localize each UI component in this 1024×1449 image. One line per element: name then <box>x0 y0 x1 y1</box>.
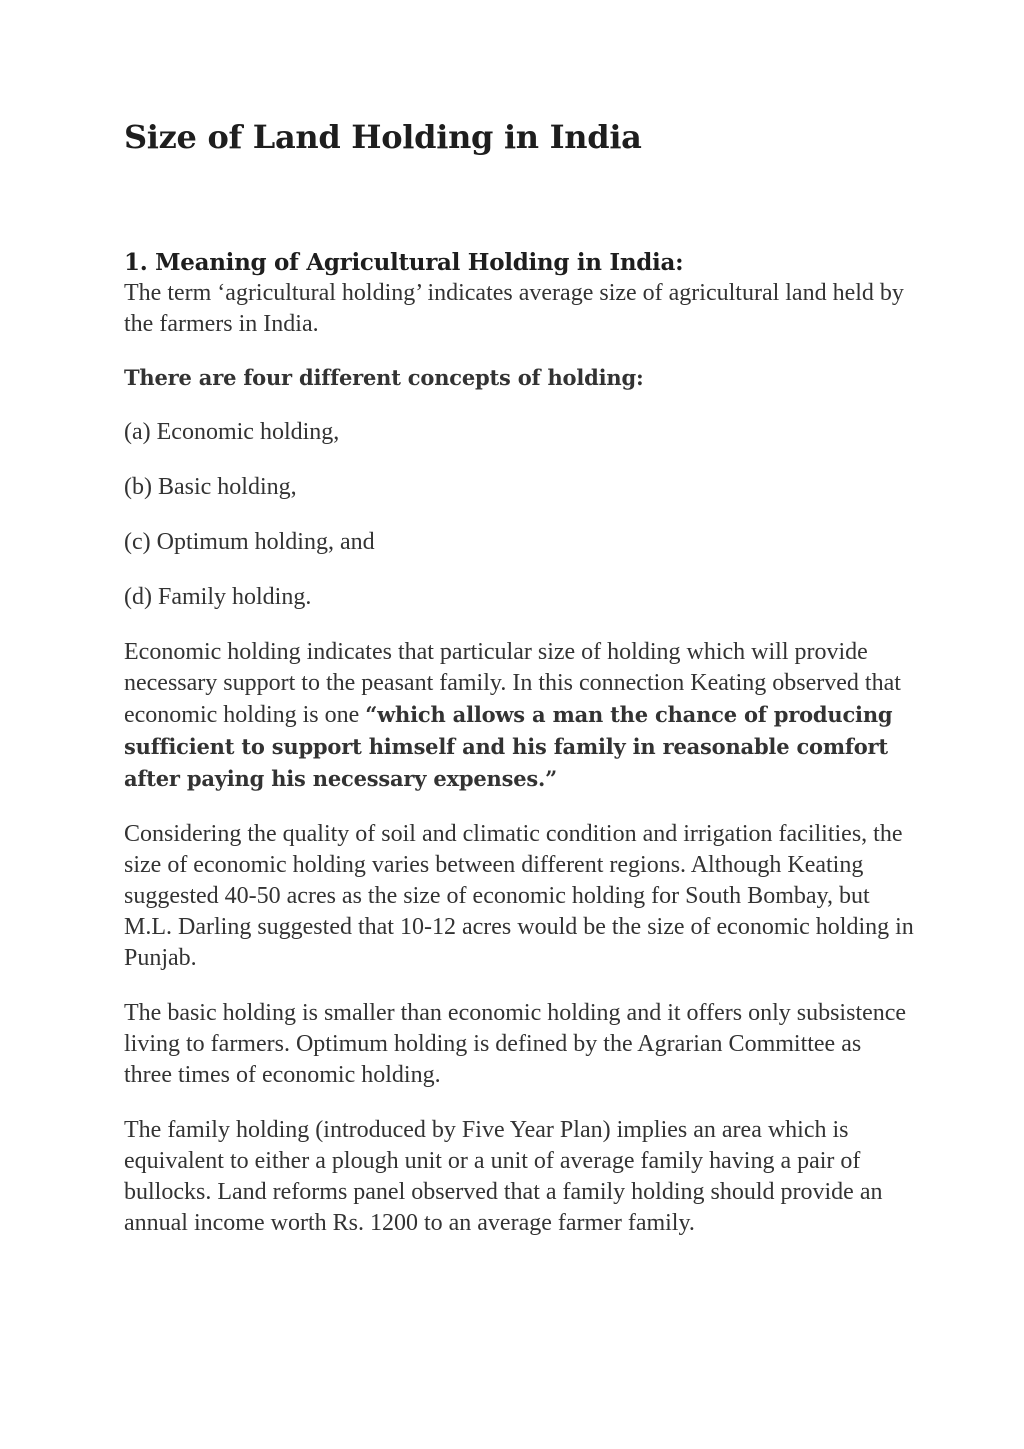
concept-item-basic: (b) Basic holding, <box>124 474 297 500</box>
concept-item-economic: (a) Economic holding, <box>124 419 340 445</box>
concept-item-optimum: (c) Optimum holding, and <box>124 529 375 555</box>
paragraph-family-holding: The family holding (introduced by Five Year Plan) implies an area which is equivalent to either a plough unit or a unit of average family having a pair of bullocks. Land reforms panel observed that a family holding should provide an annual income worth Rs. 1200 to an average farmer family. <box>124 1117 883 1236</box>
paragraph-basic-holding: The basic holding is smaller than economic holding and it offers only subsistence living to farmers. Optimum holding is defined by the Agrarian Committee as three times of economic holding. <box>124 1000 907 1088</box>
section-heading: 1. Meaning of Agricultural Holding in India: <box>124 249 684 276</box>
concepts-title: There are four different concepts of holding: <box>124 365 644 390</box>
page-title: Size of Land Holding in India <box>124 118 642 156</box>
concept-item-family: (d) Family holding. <box>124 584 312 610</box>
section-agricultural-holding <box>124 247 914 1239</box>
keating-quote: “which allows a man the chance of producing sufficient to support himself and his family in reasonable comfort after paying his necessary expenses.” <box>124 702 893 791</box>
paragraph-economic-text: Economic holding indicates that particular size of holding which will provide necessary support to the peasant family. In this connection Keating observed that economic holding is one <box>124 639 901 728</box>
intro-paragraph: The term ‘agricultural holding’ indicates average size of agricultural land held by the farmers in India. <box>124 280 904 337</box>
paragraph-economic-holding <box>124 637 914 795</box>
paragraph-regions: Considering the quality of soil and climatic condition and irrigation facilities, the size of economic holding varies between different regions. Although Keating suggested 40-50 acres as the size of economic holding for South Bombay, but M.L. Darling suggested that 10-12 acres would be the size of economic holding in Punjab. <box>124 821 914 971</box>
